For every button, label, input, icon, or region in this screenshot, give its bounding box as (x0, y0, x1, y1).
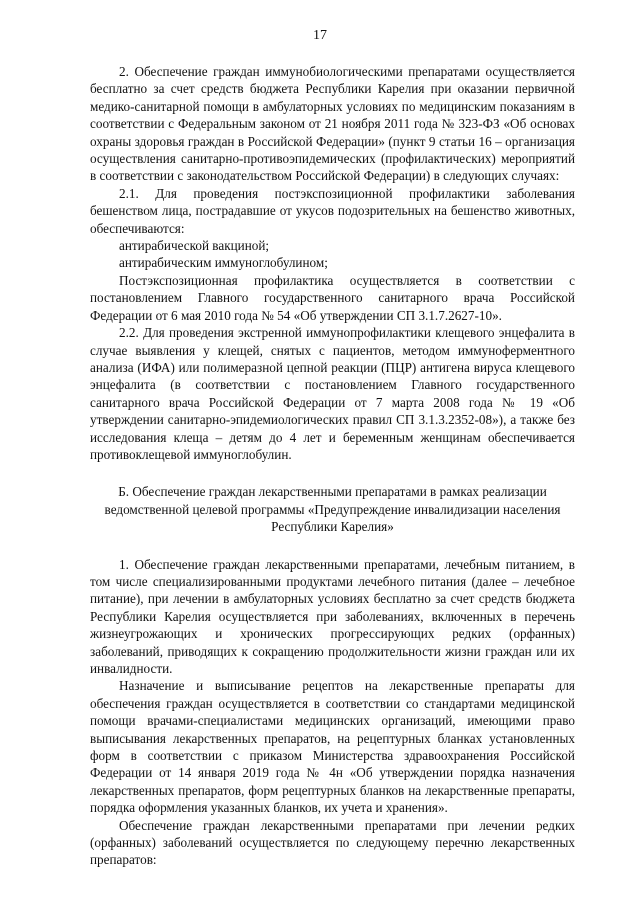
paragraph-rabies-prophylaxis: 2.1. Для проведения постэкспозиционной профилактики заболевания бешенством лица, пострадавшие от укусов подозрительных на бешенство животных, обеспечиваются: (90, 185, 575, 236)
paragraph-prescriptions: Назначение и выписывание рецептов на лекарственные препараты для обеспечения граждан осуществляется в соответствии со стандартами медицинской помощи врачами-специалистами медицинских организаций, имеющими право выписывания лекарственных препаратов, на рецептурных бланках установленных форм в соответствии с приказом Министерства здравоохранения Российской Федерации от 14 января 2019 года № 4н «Об утверждении порядка назначения лекарственных препаратов, форм рецептурных бланков на лекарственные препараты, порядка оформления указанных бланков, их учета и хранения». (90, 678, 575, 816)
paragraph-immunobiological: 2. Обеспечение граждан иммунобиологическими препаратами осуществляется бесплатно за счет средств бюджета Республики Карелия при оказании первичной медико-санитарной помощи в амбулаторных условиях по медицинским показаниям в соответствии с Федеральным законом от 21 ноября 2011 года № 323-ФЗ «Об основах охраны здоровья граждан в Российской Федерации» (пункт 9 статьи 16 – организация осуществления санитарно-противоэпидемических (профилактических) мероприятий в соответствии с законодательством Российской Федерации) в следующих случаях: (90, 64, 575, 184)
section-b-heading: Б. Обеспечение граждан лекарственными препаратами в рамках реализации ведомственной целевой программы «Предупреждение инвалидизации населения Республики Карелия» (104, 484, 561, 535)
list-item-rabies-immunoglobulin: антирабическим иммуноглобулином; (119, 255, 328, 271)
paragraph-tick-encephalitis: 2.2. Для проведения экстренной иммунопрофилактики клещевого энцефалита в случае выявления у клещей, снятых с пациентов, методом иммуноферментного анализа (ИФА) или полимеразной цепной реакции (ПЦР) антигена вируса клещевого энцефалита (в соответствии с постановлением Главного государственного санитарного врача Российской Федерации от 7 марта 2008 года № 19 «Об утверждении санитарно-эпидемиологических правил СП 3.1.3.2352-08»), а также без исследования клеща – детям до 4 лет и беременным женщинам обеспечивается противоклещевой иммуноглобулин. (90, 325, 575, 462)
page-number: 17 (313, 28, 327, 43)
document-body (90, 63, 575, 869)
paragraph-postexposure: Постэкспозиционная профилактика осуществляется в соответствии с постановлением Главного государственного санитарного врача Российской Федерации от 6 мая 2010 года № 54 «Об утверждении СП 3.1.7.2627-10». (90, 272, 575, 323)
paragraph-orphan-list: Обеспечение граждан лекарственными препаратами при лечении редких (орфанных) заболеваний осуществляется по следующему перечню лекарственных препаратов: (90, 817, 575, 868)
paragraph-rare-diseases: 1. Обеспечение граждан лекарственными препаратами, лечебным питанием, в том числе специализированными продуктами лечебного питания (далее – лечебное питание), при лечении в амбулаторных условиях бесплатно за счет средств бюджета Республики Карелия осуществляется при заболеваниях, включенных в перечень жизнеугрожающих и хронических прогрессирующих редких (орфанных) заболеваний, приводящих к сокращению продолжительности жизни граждан или их инвалидности. (90, 556, 575, 676)
spacer (90, 536, 575, 556)
list-item-rabies-vaccine: антирабической вакциной; (119, 238, 270, 254)
